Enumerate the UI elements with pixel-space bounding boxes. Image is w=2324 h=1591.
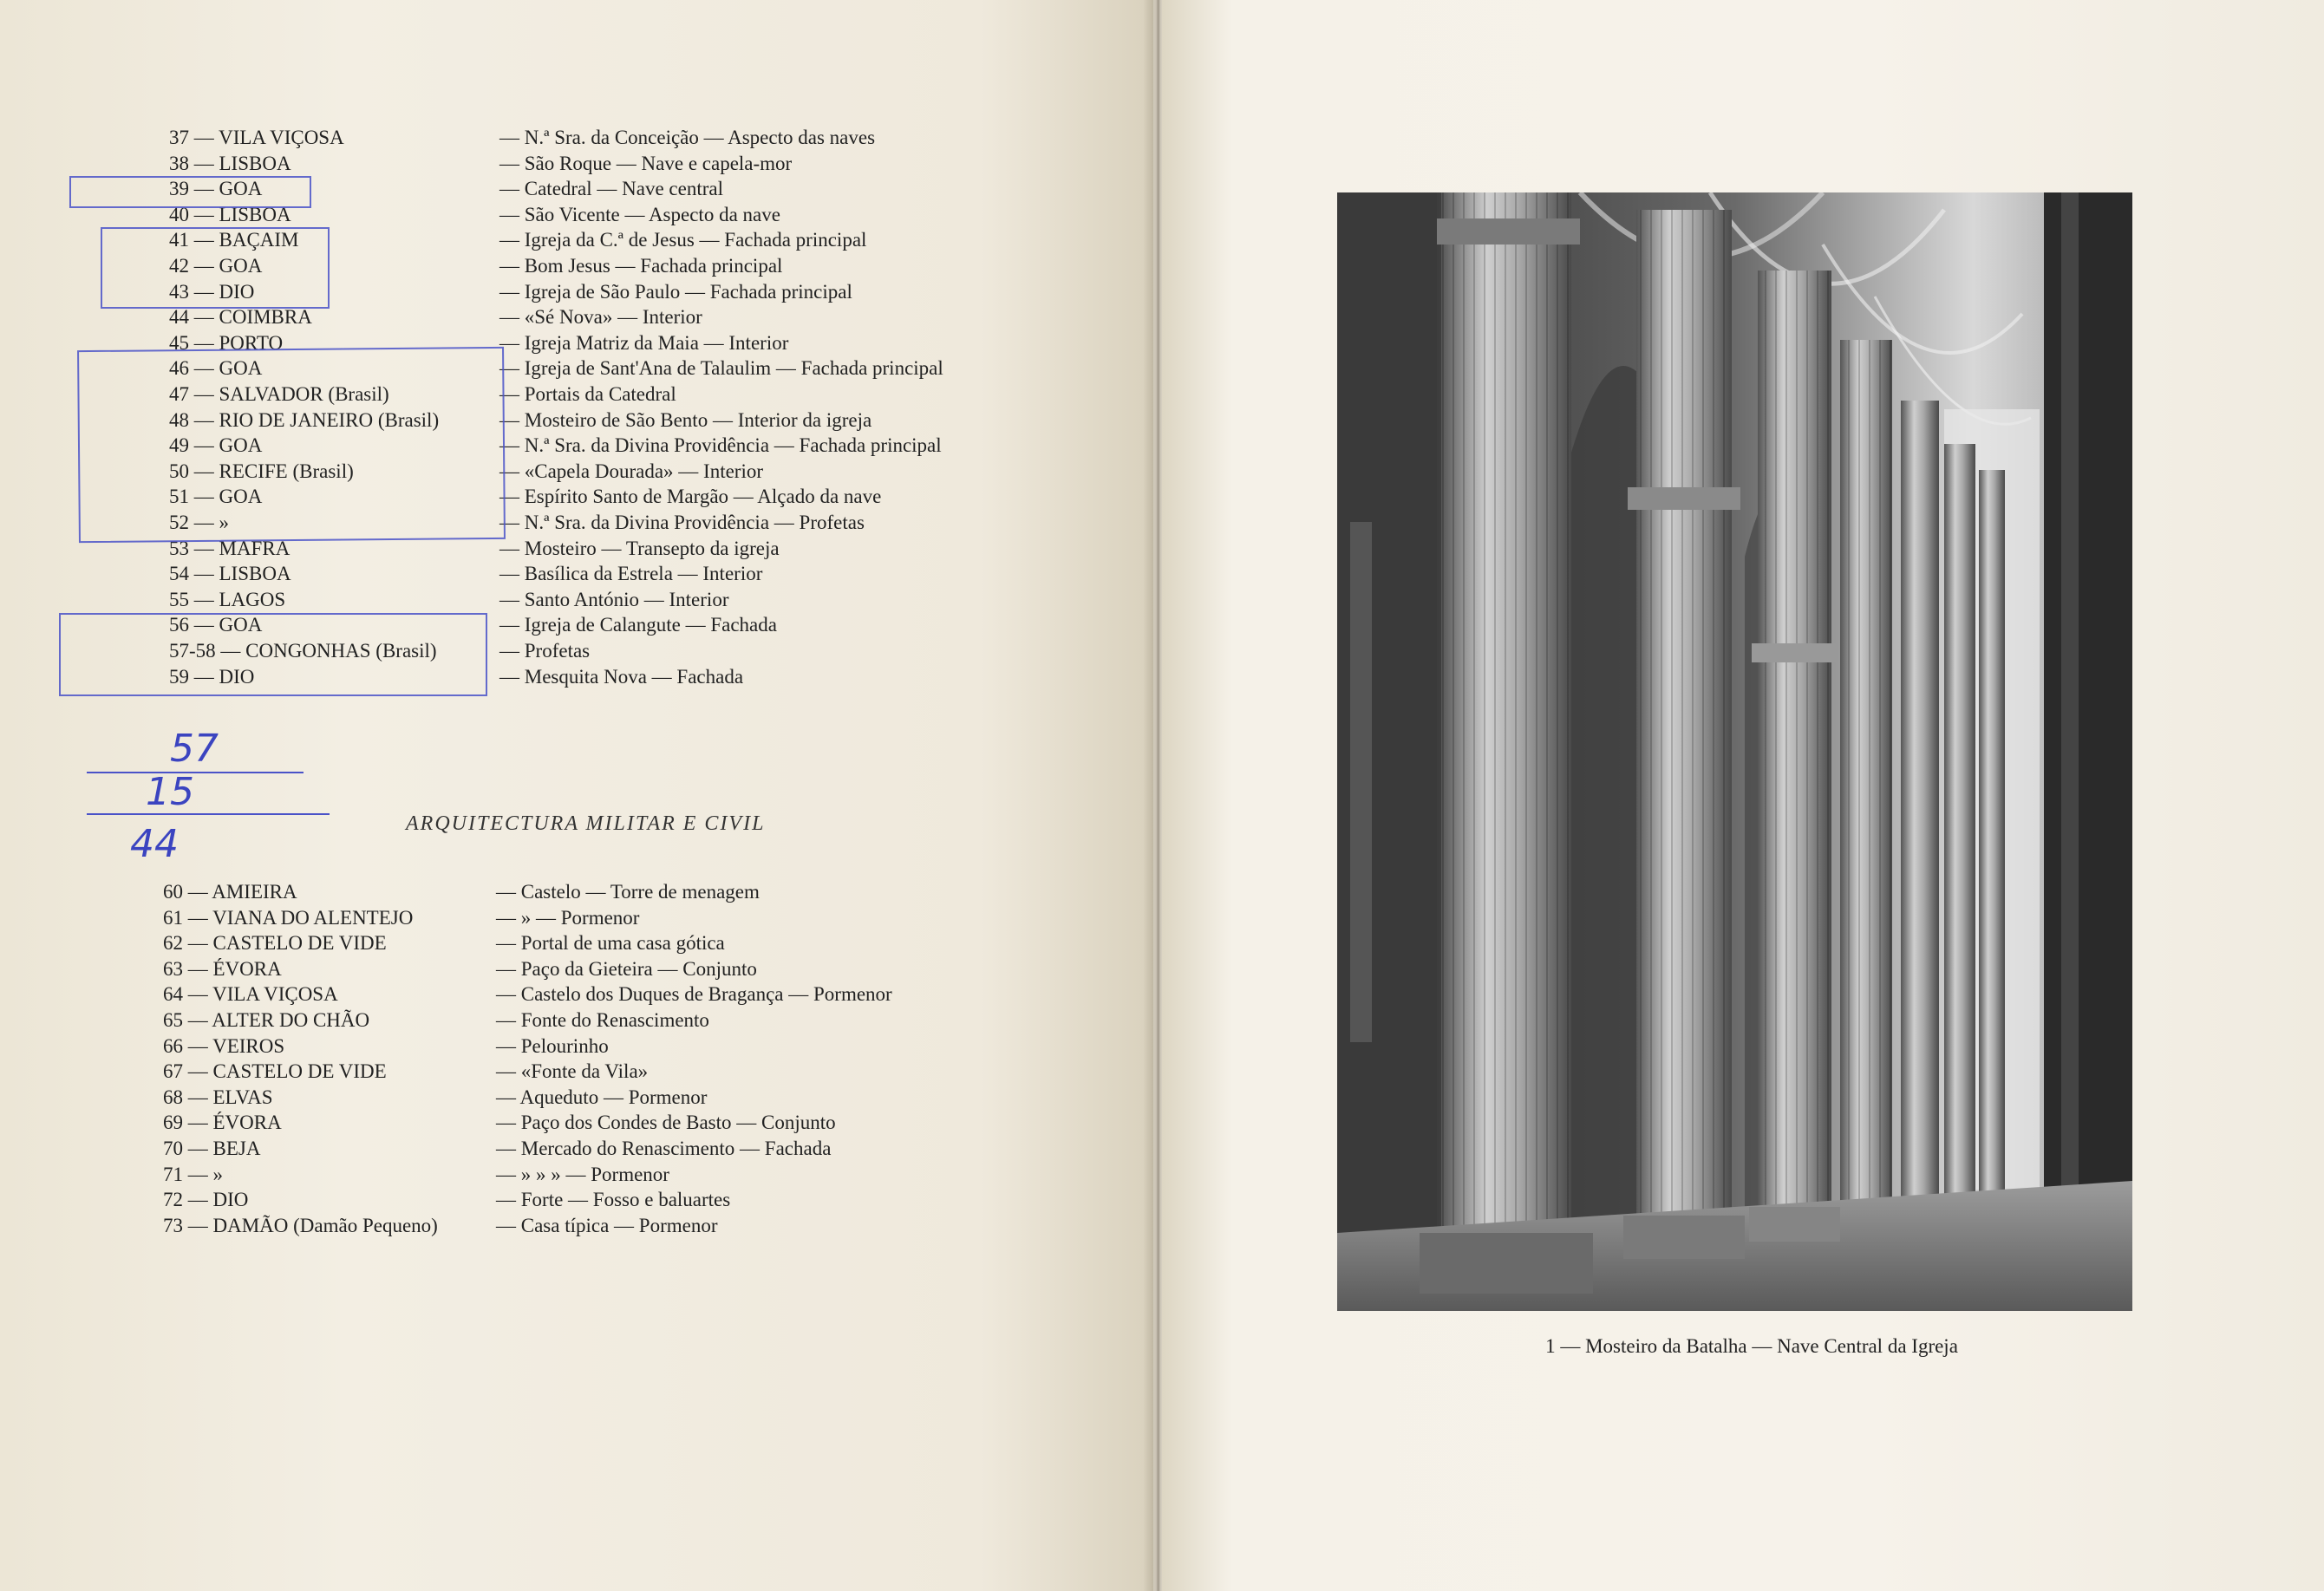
- list-entry-description: — São Roque — Nave e capela-mor: [499, 152, 793, 174]
- list-row: [163, 1213, 1030, 1239]
- list-entry-place: 60 — AMIEIRA: [163, 881, 297, 903]
- list-entry-description: — Mosteiro — Transepto da igreja: [499, 537, 780, 559]
- list-entry-description: — «Fonte da Vila»: [496, 1060, 649, 1083]
- list-entry-place: 46 — GOA: [169, 357, 263, 380]
- list-entry-description: — Bom Jesus — Fachada principal: [499, 255, 783, 277]
- list-entry-place: 61 — VIANA DO ALENTEJO: [163, 906, 414, 929]
- list-entry-place: 47 — SALVADOR (Brasil): [169, 383, 389, 405]
- list-row: [163, 981, 1030, 1007]
- list-entry-place: 50 — RECIFE (Brasil): [169, 460, 354, 482]
- list-entry-description: — Castelo — Torre de menagem: [496, 881, 760, 903]
- list-entry-description: — Mercado do Renascimento — Fachada: [496, 1138, 832, 1159]
- pen-line-1: [87, 772, 304, 773]
- list-row: [163, 1110, 1030, 1136]
- list-entry-description: — Igreja de Sant'Ana de Talaulim — Fachada principal: [499, 357, 943, 380]
- list-entry-description: — » — Pormenor: [496, 906, 640, 929]
- list-entry-place: 57-58 — CONGONHAS (Brasil): [169, 640, 437, 662]
- list-entry-description: — Basílica da Estrela — Interior: [499, 563, 763, 585]
- list-entry-description: — Paço dos Condes de Basto — Conjunto: [496, 1112, 836, 1134]
- list-entry-place: 51 — GOA: [169, 486, 263, 508]
- list-entry-description: — Portais da Catedral: [499, 383, 676, 405]
- list-entry-place: 70 — BEJA: [163, 1138, 261, 1159]
- list-entry-place: 49 — GOA: [169, 434, 263, 457]
- list-entry-place: 54 — LISBOA: [169, 563, 291, 585]
- list-entry-description: — Pelourinho: [496, 1034, 609, 1057]
- cathedral-nave-photo: [1337, 192, 2132, 1311]
- list-entry-description: — Igreja da C.ª de Jesus — Fachada principal: [499, 229, 867, 251]
- list-row: [163, 956, 1030, 982]
- list-entry-place: 38 — LISBOA: [169, 152, 291, 174]
- list-entry-place: 53 — MAFRA: [169, 537, 290, 559]
- list-entry-place: 66 — VEIROS: [163, 1034, 285, 1057]
- list-entry-place: 67 — CASTELO DE VIDE: [163, 1060, 387, 1083]
- list-entry-place: 72 — DIO: [163, 1189, 249, 1211]
- pen-box-56-59: [59, 613, 487, 696]
- list-row: [163, 1162, 1030, 1188]
- list-entry-place: 42 — GOA: [169, 255, 263, 277]
- list-entry-description: — Castelo dos Duques de Bragança — Pormenor: [496, 983, 892, 1006]
- list-entry-place: 52 — »: [169, 512, 229, 533]
- list-entry-description: — Igreja Matriz da Maia — Interior: [499, 331, 789, 354]
- list-entry-description: — Espírito Santo de Margão — Alçado da nave: [499, 486, 882, 508]
- left-page: [0, 0, 1153, 1591]
- handwritten-number-2: 15: [146, 770, 194, 814]
- list-row: [163, 1033, 1030, 1060]
- list-entry-description: — Portal de uma casa gótica: [496, 932, 725, 955]
- list-entry-place: 59 — DIO: [169, 665, 255, 688]
- list-entry-description: — Igreja de São Paulo — Fachada principal: [499, 280, 852, 303]
- list-entry-place: 45 — PORTO: [169, 331, 284, 354]
- list-row: [169, 587, 1036, 613]
- pen-box-39: [69, 176, 311, 208]
- list-entry-description: — Catedral — Nave central: [499, 178, 723, 200]
- list-entry-description: — Profetas: [499, 640, 591, 662]
- list-entry-description: — N.ª Sra. da Divina Providência — Profetas: [499, 512, 865, 533]
- list-entry-description: — » » » — Pormenor: [496, 1163, 669, 1185]
- list-row: [163, 1059, 1030, 1085]
- list-entry-place: 69 — ÉVORA: [163, 1112, 282, 1134]
- list-entry-place: 56 — GOA: [169, 614, 263, 636]
- list-row: [163, 1187, 1030, 1213]
- pen-line-2: [87, 813, 330, 815]
- list-row: [163, 905, 1030, 931]
- list-entry-place: 68 — ELVAS: [163, 1086, 273, 1108]
- list-entry-description: — Paço da Gieteira — Conjunto: [496, 957, 757, 980]
- list-entry-place: 48 — RIO DE JANEIRO (Brasil): [169, 408, 440, 431]
- list-entry-description: — Forte — Fosso e baluartes: [496, 1189, 731, 1211]
- list-entry-place: 37 — VILA VIÇOSA: [169, 127, 344, 148]
- list-entry-place: 39 — GOA: [169, 178, 263, 200]
- list-entry-description: — Aqueduto — Pormenor: [496, 1086, 708, 1108]
- list-entry-description: — Santo António — Interior: [499, 588, 729, 610]
- list-row: [163, 1136, 1030, 1162]
- list-row: [163, 930, 1030, 956]
- list-entry-place: 64 — VILA VIÇOSA: [163, 983, 338, 1006]
- list-entry-place: 44 — COIMBRA: [169, 306, 312, 329]
- list-row: [169, 151, 1036, 177]
- list-row: [169, 561, 1036, 587]
- list-entry-description: — São Vicente — Aspecto da nave: [499, 203, 780, 225]
- photo-caption: 1 — Mosteiro da Batalha — Nave Central da Igreja: [1545, 1335, 1958, 1357]
- cathedral-nave-image: [1337, 192, 2132, 1311]
- list-row: [169, 125, 1036, 151]
- list-entry-place: 41 — BAÇAIM: [169, 229, 299, 251]
- list-entry-description: — Mosteiro de São Bento — Interior da igreja: [499, 408, 872, 431]
- list-entry-place: 62 — CASTELO DE VIDE: [163, 932, 387, 955]
- list-entry-description: — N.ª Sra. da Divina Providência — Fachada principal: [499, 434, 942, 457]
- list-entry-place: 43 — DIO: [169, 280, 255, 303]
- list-entry-description: — Igreja de Calangute — Fachada: [499, 614, 777, 636]
- pen-box-46-52: [77, 347, 506, 543]
- list-entry-description: — «Sé Nova» — Interior: [499, 306, 702, 329]
- list-entry-description: — Fonte do Renascimento: [496, 1009, 709, 1031]
- list-entry-place: 40 — LISBOA: [169, 203, 291, 225]
- section-title: ARQUITECTURA MILITAR E CIVIL: [406, 812, 766, 835]
- list-row: [163, 879, 1030, 905]
- list-entry-place: 73 — DAMÃO (Damão Pequeno): [163, 1214, 438, 1236]
- list-entry-place: 55 — LAGOS: [169, 588, 286, 610]
- list-entry-description: — Mesquita Nova — Fachada: [499, 665, 744, 688]
- handwritten-number-1: 57: [170, 727, 219, 771]
- list-row: [163, 1007, 1030, 1033]
- handwritten-number-3: 44: [130, 822, 179, 866]
- list-entry-place: 63 — ÉVORA: [163, 957, 282, 980]
- list-entry-place: 65 — ALTER DO CHÃO: [163, 1009, 370, 1031]
- list-entry-description: — Casa típica — Pormenor: [496, 1214, 718, 1236]
- list-row: [163, 1085, 1030, 1111]
- list-entry-description: — N.ª Sra. da Conceição — Aspecto das naves: [499, 127, 876, 148]
- pen-box-41-43: [101, 227, 330, 309]
- list-entry-description: — «Capela Dourada» — Interior: [499, 460, 764, 482]
- list-entry-place: 71 — »: [163, 1163, 223, 1185]
